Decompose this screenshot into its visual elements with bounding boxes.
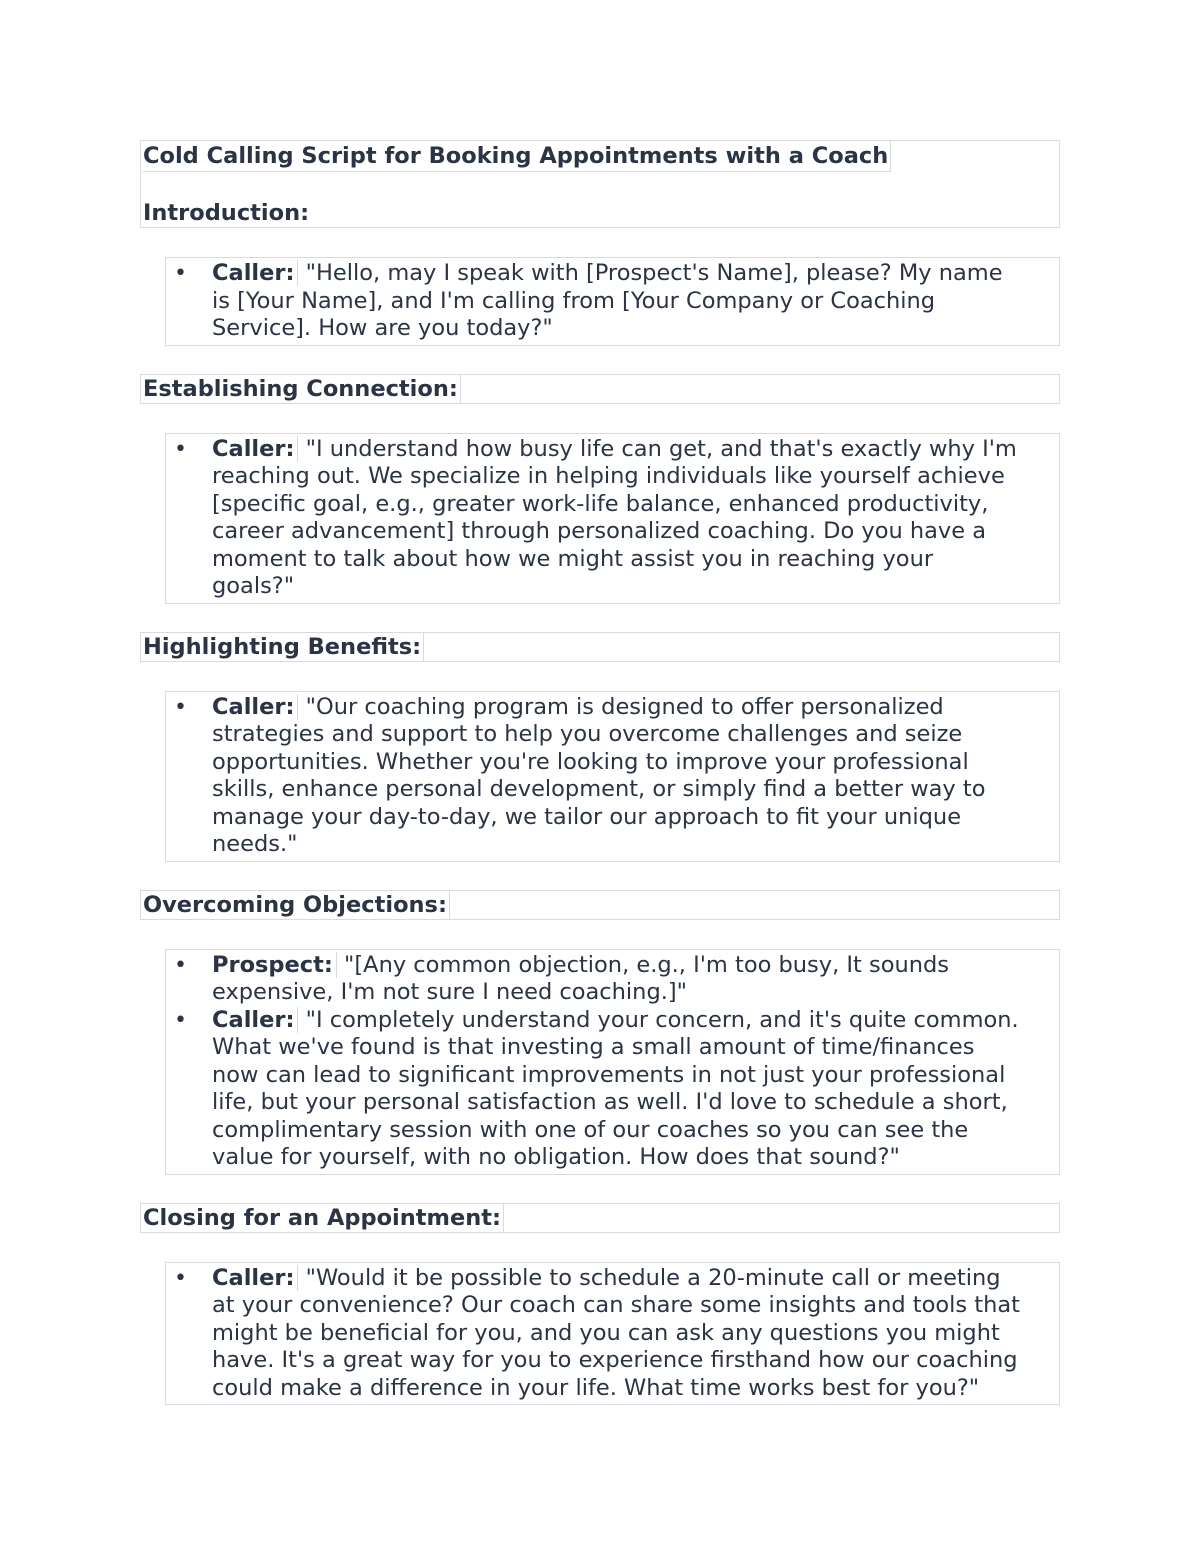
section-heading-highlighting-benefits: Highlighting Benefits: xyxy=(143,632,424,662)
bullet-icon: • xyxy=(174,1265,187,1291)
section-heading-box xyxy=(140,1203,1060,1233)
document-page xyxy=(140,140,1060,1405)
bullet-icon: • xyxy=(174,952,187,978)
speaker-label: Caller: xyxy=(212,694,298,720)
section-list-overcoming-objections xyxy=(165,949,1060,1175)
item-line: could make a difference in your life. What time works best for you?" xyxy=(212,1374,980,1401)
section-heading-establishing-connection: Establishing Connection: xyxy=(143,374,461,404)
item-line: expensive, I'm not sure I need coaching.]" xyxy=(212,979,688,1005)
section-heading-box xyxy=(140,890,1060,920)
item-line: complimentary session with one of our coaches so you can see the xyxy=(212,1116,969,1143)
document-title: Cold Calling Script for Booking Appointments with a Coach xyxy=(143,141,891,172)
speaker-label: Caller: xyxy=(212,1007,298,1033)
item-line: "Would it be possible to schedule a 20-minute call or meeting xyxy=(298,1264,1001,1291)
bullet-icon: • xyxy=(174,436,187,462)
list-item xyxy=(166,1265,1059,1403)
section-list-establishing-connection xyxy=(165,433,1060,604)
item-line: is [Your Name], and I'm calling from [Your Company or Coaching xyxy=(212,287,936,314)
section-heading-introduction: Introduction: xyxy=(143,200,310,226)
item-line: moment to talk about how we might assist you in reaching your xyxy=(212,545,934,572)
speaker-label: Caller: xyxy=(212,1265,298,1291)
speaker-label: Caller: xyxy=(212,260,298,286)
list-item xyxy=(166,1007,1059,1172)
section-heading-box xyxy=(140,374,1060,404)
item-line: "[Any common objection, e.g., I'm too busy, It sounds xyxy=(336,951,950,978)
section-heading-box xyxy=(140,632,1060,662)
item-line: "Our coaching program is designed to offer personalized xyxy=(298,693,944,720)
item-line: opportunities. Whether you're looking to improve your professional xyxy=(212,748,969,775)
item-line: might be beneficial for you, and you can ask any questions you might xyxy=(212,1319,1000,1346)
bullet-icon: • xyxy=(174,261,187,286)
item-line: reaching out. We specialize in helping individuals like yourself achieve xyxy=(212,463,1005,489)
item-line: "I understand how busy life can get, and that's exactly why I'm xyxy=(298,435,1017,462)
item-line: at your convenience? Our coach can share some insights and tools that xyxy=(212,1292,1020,1318)
item-line: life, but your personal satisfaction as well. I'd love to schedule a short, xyxy=(212,1089,1008,1115)
bullet-icon: • xyxy=(174,1007,187,1033)
item-line: Service]. How are you today?" xyxy=(212,315,553,341)
item-line: strategies and support to help you overcome challenges and seize xyxy=(212,721,963,747)
list-item xyxy=(166,952,1059,1007)
item-line: skills, enhance personal development, or simply find a better way to xyxy=(212,776,986,802)
item-line: [specific goal, e.g., greater work-life balance, enhanced productivity, xyxy=(212,490,989,517)
section-heading-closing-for-appointment: Closing for an Appointment: xyxy=(143,1203,504,1233)
section-heading-overcoming-objections: Overcoming Objections: xyxy=(143,890,450,920)
list-item xyxy=(166,260,1059,343)
title-block xyxy=(140,140,1060,228)
section-list-highlighting-benefits xyxy=(165,691,1060,862)
item-line: What we've found is that investing a small amount of time/finances xyxy=(212,1034,975,1060)
item-line: manage your day-to-day, we tailor our approach to fit your unique xyxy=(212,803,962,830)
section-list-closing-for-appointment xyxy=(165,1262,1060,1406)
item-line: "I completely understand your concern, and it's quite common. xyxy=(298,1006,1019,1033)
list-item xyxy=(166,694,1059,859)
item-line: have. It's a great way for you to experience firsthand how our coaching xyxy=(212,1347,1018,1373)
item-line: now can lead to significant improvements in not just your professional xyxy=(212,1061,1006,1088)
speaker-label: Prospect: xyxy=(212,952,337,978)
speaker-label: Caller: xyxy=(212,436,298,462)
item-line: value for yourself, with no obligation. How does that sound?" xyxy=(212,1144,900,1170)
item-line: goals?" xyxy=(212,573,295,599)
item-line: career advancement] through personalized coaching. Do you have a xyxy=(212,518,987,544)
section-list-introduction xyxy=(165,257,1060,346)
bullet-icon: • xyxy=(174,694,187,720)
item-line: needs." xyxy=(212,831,298,857)
list-item xyxy=(166,436,1059,601)
item-line: "Hello, may I speak with [Prospect's Name], please? My name xyxy=(298,260,1003,286)
